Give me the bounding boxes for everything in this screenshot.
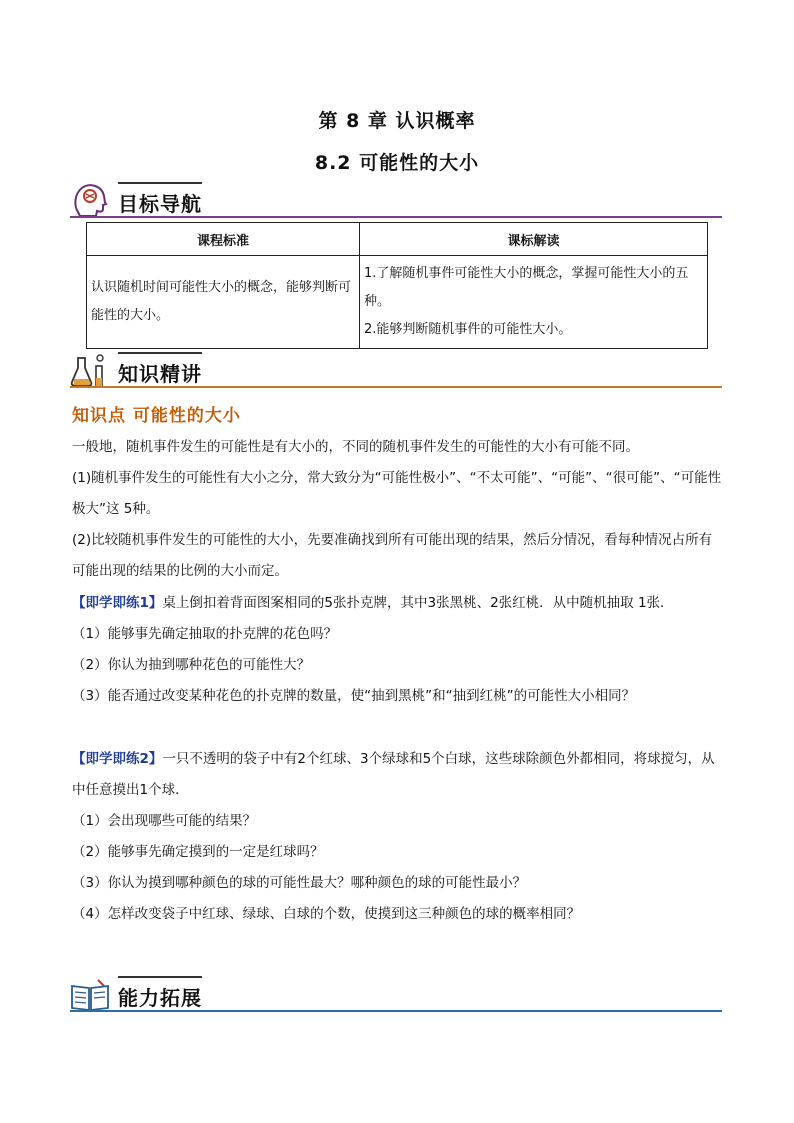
table-cell-standard: 认识随机时间可能性大小的概念，能够判断可能性的大小。 bbox=[87, 256, 360, 349]
knowledge-item-1: (1)随机事件发生的可能性有大小之分，常大致分为“可能性极小”、“不太可能”、“可能”、“很可能”、“可能性极大”这 5种。 bbox=[72, 470, 722, 517]
practice-2-tag: 【即学即练2】 bbox=[72, 751, 163, 767]
practice-1-stem: 【即学即练1】桌上倒扣着背面图案相同的5张扑克牌，其中3张黑桃、2张红桃．从中随机抽取 1张． bbox=[72, 595, 674, 611]
practice-2-question: （4）怎样改变袋子中红球、绿球、白球的个数，使摸到这三种颜色的球的概率相同？ bbox=[72, 906, 581, 922]
head-brain-icon bbox=[70, 182, 110, 218]
knowledge-item-2: (2)比较随机事件发生的可能性的大小，先要准确找到所有可能出现的结果，然后分情况，看每种情况占所有可能出现的结果的比例的大小而定。 bbox=[72, 532, 713, 579]
table-header-interpretation: 课标解读 bbox=[360, 223, 708, 256]
practice-1-tag: 【即学即练1】 bbox=[72, 595, 163, 611]
interpretation-item: 2.能够判断随机事件的可能性大小。 bbox=[364, 322, 572, 337]
section-header-goal bbox=[70, 182, 722, 222]
practice-2-question: （1）会出现哪些可能的结果？ bbox=[72, 813, 257, 829]
table-header-standard: 课程标准 bbox=[87, 223, 360, 256]
practice-1-question: （1）能够事先确定抽取的扑克牌的花色吗？ bbox=[72, 626, 338, 642]
section-rule-knowledge bbox=[70, 386, 722, 388]
practice-2-stem: 【即学即练2】一只不透明的袋子中有2个红球、3个绿球和5个白球，这些球除颜色外都相同，将球搅匀，从中任意摸出1个球． bbox=[72, 751, 715, 798]
practice-2-question: （3）你认为摸到哪种颜色的球的可能性最大？哪种颜色的球的可能性最小？ bbox=[72, 875, 527, 891]
practice-1-question: （2）你认为抽到哪种花色的可能性大？ bbox=[72, 657, 311, 673]
section-label-knowledge: 知识精讲 bbox=[118, 362, 202, 386]
section-header-knowledge bbox=[70, 352, 722, 392]
chapter-title: 第 8 章 认识概率 bbox=[318, 110, 476, 132]
interpretation-item: 1.了解随机事件可能性大小的概念，掌握可能性大小的五种。 bbox=[364, 266, 689, 309]
section-title: 8.2 可能性的大小 bbox=[314, 152, 480, 174]
flask-icon bbox=[70, 352, 110, 388]
open-book-icon bbox=[70, 976, 110, 1012]
knowledge-intro: 一般地，随机事件发生的可能性是有大小的，不同的随机事件发生的可能性的大小有可能不同。 bbox=[72, 439, 639, 455]
goal-table bbox=[86, 222, 708, 349]
section-rule-ability bbox=[70, 1010, 722, 1012]
section-header-ability bbox=[70, 976, 722, 1016]
section-rule-goal bbox=[70, 216, 722, 218]
practice-2-question: （2）能够事先确定摸到的一定是红球吗？ bbox=[72, 844, 324, 860]
table-cell-interpretation bbox=[360, 256, 708, 349]
practice-1-question: （3）能否通过改变某种花色的扑克牌的数量，使“抽到黑桃”和“抽到红桃”的可能性大小相同？ bbox=[72, 688, 636, 704]
section-label-ability: 能力拓展 bbox=[118, 986, 202, 1010]
knowledge-point-title: 知识点 可能性的大小 bbox=[72, 406, 241, 426]
section-label-goal: 目标导航 bbox=[118, 192, 202, 216]
